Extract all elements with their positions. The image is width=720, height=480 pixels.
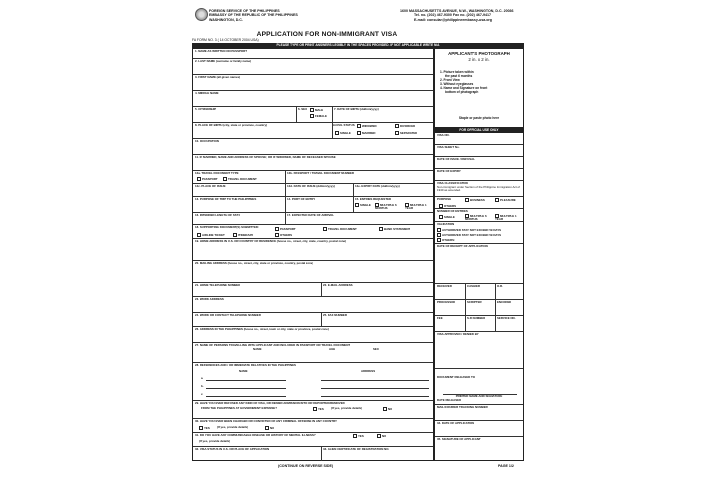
official-or-label: O.R. — [497, 285, 503, 288]
field-34[interactable] — [435, 421, 523, 437]
reference-a-label: a. — [201, 377, 204, 380]
married-label: MARRIED — [362, 131, 376, 135]
header-left-line-3: WASHINGTON, D.C. — [209, 17, 243, 22]
reference-c-address-line[interactable] — [321, 396, 429, 397]
field-24-label: 24. WORK OR CONTACT TELEPHONE NUMBER — [195, 314, 261, 317]
row-13-15 — [193, 197, 433, 213]
doc-passport-checkbox[interactable] — [197, 177, 201, 181]
field-23[interactable] — [193, 297, 433, 313]
civil-married-option[interactable] — [357, 131, 376, 135]
field-32-label: 32. VISA STATUS IN U.S. OR PLACE OF APPLICATION — [195, 448, 270, 451]
female-checkbox[interactable] — [310, 114, 314, 118]
single-checkbox[interactable] — [335, 131, 339, 135]
official-visa-sheet — [435, 145, 523, 157]
official-entries-label: NUMBER OF ENTRIES — [437, 210, 468, 213]
doc-travel-checkbox[interactable] — [223, 177, 227, 181]
civil-divorced-option[interactable] — [395, 124, 415, 128]
support-airline-checkbox[interactable] — [197, 233, 201, 237]
support-travel-option[interactable] — [323, 227, 357, 231]
official-validation-label: VALIDATION — [437, 223, 455, 226]
field-1[interactable] — [193, 49, 433, 59]
instructions-banner: PLEASE TYPE OR PRINT ANSWERS LEGIBLY IN THE SPACES PROVIDED. IF NOT APPLICABLE WRITE N/A — [192, 43, 524, 48]
main-form-column — [192, 48, 434, 461]
side-column — [434, 48, 524, 461]
q30-yes-checkbox[interactable] — [199, 426, 203, 430]
q30-yes-option[interactable] — [199, 426, 210, 430]
official-scripter-label: SCRIPTER — [467, 301, 482, 304]
header-right-line-1: 1600 MASSACHUSETTS AVENUE, N.W., WASHINGTON, D.C. 20036 — [400, 9, 514, 13]
field-28-label: 28. REFERENCES AND / OR IMMEDIATE RELATIVES IN THE PHILIPPINES — [195, 364, 296, 367]
field-16-label: 16. INTENDED LENGTH OF STAY — [195, 214, 241, 217]
field-11-label: 11. IF MARRIED, NAME AND ADDRESS OF SPOUSE; OR IF WIDOWED, NAME OF DECEASED SPOUSE — [195, 156, 336, 159]
row-24-25 — [193, 313, 433, 327]
header-right — [400, 9, 514, 22]
field-10[interactable] — [193, 139, 433, 155]
official-service-no-label: SERVICE NO. — [497, 317, 516, 320]
official-classification — [435, 181, 523, 197]
photo-instruction-3: 3. Without eyeglasses — [440, 81, 474, 86]
q29-no-label: NO — [388, 407, 393, 411]
official-pleasure-checkbox — [495, 198, 499, 202]
field-29-label: 29. HAVE YOU EVER REFUSED ANY KIND OF VISA, OR DENIED ADMISSION INTO OR DEPORTED/REMOVED — [195, 402, 345, 405]
photo-staple-note: Staple or paste photo here — [458, 116, 500, 120]
official-approved-label: VISA APPROVED / DENIED BY — [437, 333, 479, 336]
widowed-checkbox[interactable] — [357, 124, 361, 128]
official-processor-label: PROCESSOR — [437, 301, 456, 304]
support-bank-label: BANK STATEMENT — [384, 227, 411, 231]
field-7-label: 7. DATE OF BIRTH (dd/mm/yyyy) — [334, 108, 379, 111]
q31-yes-checkbox[interactable] — [353, 434, 357, 438]
field-26-label: 26. ADDRESS IN THE PHILIPPINES (house no., street, town or city, state or province, postal zone) — [195, 328, 329, 331]
divorced-checkbox[interactable] — [395, 124, 399, 128]
form-number: FA FORM NO. 3 ( 14 OCTOBER 2004 USA) — [192, 38, 259, 42]
support-others-option[interactable] — [275, 233, 292, 237]
official-use-header: FOR OFFICIAL USE ONLY — [435, 127, 523, 133]
field-35[interactable] — [435, 437, 523, 461]
field-27-sex-col: SEX — [373, 348, 379, 351]
field-26[interactable] — [193, 327, 433, 343]
official-business-option — [465, 198, 485, 202]
official-auth1-option — [437, 228, 501, 232]
single-label: SINGLE — [340, 131, 351, 135]
official-others-label: OTHERS — [444, 204, 457, 208]
continue-note: (CONTINUE ON REVERSE SIDE) — [278, 464, 334, 468]
field-19[interactable] — [193, 239, 433, 261]
q29-yes-label: YES — [318, 407, 324, 411]
official-entries — [435, 209, 523, 222]
photo-title: APPLICANT'S PHOTOGRAPH — [448, 51, 510, 56]
row-32-33 — [193, 447, 433, 461]
field-28 — [193, 363, 433, 401]
row-12a-12b — [193, 171, 433, 184]
field-14-label: 14. PORT OF ENTRY — [287, 198, 316, 201]
q29-no-checkbox[interactable] — [383, 407, 387, 411]
field-1-label: 1. NAME AS WRITTEN ON PASSPORT — [195, 50, 248, 53]
field-4[interactable] — [193, 91, 433, 107]
field-2-label: 2. LAST NAME (surname or family name) — [195, 60, 252, 63]
q29-yes-option[interactable] — [313, 407, 324, 411]
field-31-label: 31. DO YOU HAVE ANY COMMUNICABLE DISEASE OR HISTORY OF MENTAL ILLNESS? — [195, 434, 316, 437]
entries-m1-label: MULTIPLE 1 YEAR — [405, 203, 427, 211]
q31-no-label: NO — [382, 434, 387, 438]
reference-b-name-line[interactable] — [206, 388, 286, 389]
q30-detail-label: (If yes, provide details) — [217, 426, 249, 429]
official-date-issue-label: DATE OF ISSUE / REFUSAL — [437, 158, 476, 161]
official-validation — [435, 222, 523, 244]
official-released — [435, 369, 523, 405]
field-25-label: 25. FAX NUMBER — [323, 314, 347, 317]
official-visa-sheet-label: VISA SHEET No. — [437, 146, 460, 149]
official-business-checkbox — [465, 198, 469, 202]
q31-no-option[interactable] — [377, 434, 386, 438]
entries-m6-option[interactable] — [375, 203, 403, 211]
support-travel-checkbox[interactable] — [323, 227, 327, 231]
official-others-option — [439, 204, 456, 208]
header-left-line-2: EMBASSY OF THE REPUBLIC OF THE PHILIPPINES — [209, 13, 298, 18]
doc-passport-label: PASSPORT — [202, 177, 218, 181]
field-15-label: 15. ENTRIES REQUESTED — [355, 198, 392, 201]
entries-m1-option[interactable] — [405, 203, 433, 211]
entries-m6-label: MULTIPLE 6 MONTHS — [375, 203, 397, 211]
official-date-receipt-label: DATE OF RECEIPT OF APPLICATION — [437, 245, 488, 248]
field-21-label: 21. HOME TELEPHONE NUMBER — [195, 284, 241, 287]
official-pleasure-label: PLEASURE — [500, 198, 516, 202]
separated-checkbox[interactable] — [395, 131, 399, 135]
official-auth2-option — [437, 233, 501, 237]
sex-male-option[interactable] — [310, 108, 323, 112]
official-encoder-label: ENCODER — [497, 301, 512, 304]
official-m1-label: MULTIPLE 1 YEAR — [495, 214, 517, 222]
official-auth-others-label: OTHERS: — [442, 238, 456, 242]
header-left — [209, 9, 298, 22]
official-auth1-label: AUTHORIZED STAY NOT EXCEED 59 DAYS — [442, 228, 502, 232]
field-34-label: 34. DATE OF APPLICATION — [437, 422, 475, 425]
field-27-name-col: NAME — [253, 348, 262, 351]
official-single-option — [439, 215, 455, 219]
support-airline-option[interactable] — [197, 233, 225, 237]
official-single-label: SINGLE — [444, 215, 455, 219]
field-30-label: 30. HAVE YOU EVER BEEN CHARGED OR CONVICTED OF ANY CRIMINAL OFFENSE IN ANY COUNTRY — [195, 420, 337, 423]
male-label: MALE — [315, 108, 324, 112]
official-purpose — [435, 197, 523, 209]
q29-no-option[interactable] — [383, 407, 392, 411]
philippine-seal-icon — [195, 8, 208, 21]
official-purpose-label: PURPOSE — [437, 198, 452, 201]
row-8-9 — [193, 123, 433, 139]
official-m6-option — [465, 214, 493, 222]
visa-application-form — [192, 6, 524, 474]
male-checkbox[interactable] — [310, 108, 314, 112]
field-28-address-col: ADDRESS — [361, 370, 376, 373]
official-others-checkbox — [439, 204, 443, 208]
field-19-label: 19. HOME ADDRESS IN U.S. OR COUNTRY OF RESIDENCE (house no., street, city, state, country, postal zone) — [195, 240, 347, 243]
support-travel-label: TRAVEL DOCUMENT — [328, 227, 357, 231]
divorced-label: DIVORCED — [400, 124, 416, 128]
doc-travel-option[interactable] — [223, 177, 257, 181]
official-m6-label: MULTIPLE 6 MONTHS — [465, 214, 487, 222]
field-8-label: 8. PLACE OF BIRTH (city, state or province, country) — [195, 124, 268, 127]
civil-separated-option[interactable] — [395, 131, 417, 135]
field-27[interactable] — [193, 343, 433, 363]
field-12d-label: 12d. DATE OF ISSUE (dd/mm/yyyy) — [287, 185, 335, 188]
official-courier — [435, 405, 523, 421]
official-receiver-label: RECEIVER — [437, 285, 452, 288]
support-others-label: OTHERS — [280, 233, 293, 237]
field-11[interactable] — [193, 155, 433, 171]
official-fee-label: FEE — [437, 317, 443, 320]
photo-size: 2 in. x 2 in. — [468, 57, 490, 62]
separated-label: SEPARATED — [400, 131, 418, 135]
official-approved — [435, 332, 523, 369]
support-passport-option[interactable] — [275, 227, 296, 231]
support-passport-label: PASSPORT — [280, 227, 296, 231]
photo-instruction-2: 2. Front View — [440, 77, 460, 82]
support-itinerary-checkbox[interactable] — [233, 233, 237, 237]
official-classification-label: VISA CLASSIFICATION — [437, 182, 469, 185]
field-5-label: 5. CITIZENSHIP — [195, 108, 217, 111]
support-bank-checkbox[interactable] — [379, 227, 383, 231]
field-12b-label: 12b. PASSPORT / TRAVEL DOCUMENT NUMBER — [287, 172, 354, 175]
official-business-label: BUSINESS — [470, 198, 485, 202]
official-date-released-label: DATE RELEASED — [437, 399, 462, 402]
field-3[interactable] — [193, 75, 433, 91]
sex-female-option[interactable] — [310, 114, 327, 118]
official-printed-name-label: PRINTED NAME AND SIGNATURE — [455, 395, 503, 398]
field-3-label: 3. FIRST NAME (all given names) — [195, 76, 241, 79]
official-auth1-checkbox — [437, 228, 441, 232]
entries-single-option[interactable] — [355, 203, 371, 207]
official-date-receipt — [435, 244, 523, 284]
official-m1-option — [495, 214, 523, 222]
q29-yes-checkbox[interactable] — [313, 407, 317, 411]
reference-a-name-line[interactable] — [206, 380, 286, 381]
field-28-name-col: NAME — [239, 370, 248, 373]
field-4-label: 4. MIDDLE NAME — [195, 92, 219, 95]
row-5-7 — [193, 107, 433, 123]
row-12c-12e — [193, 184, 433, 197]
field-20[interactable] — [193, 261, 433, 283]
civil-single-option[interactable] — [335, 131, 351, 135]
official-date-issue — [435, 157, 523, 169]
field-27-age-col: AGE — [329, 348, 336, 351]
q30-yes-label: YES — [204, 426, 210, 430]
q29-detail-label: (If yes, provide details) — [331, 407, 363, 410]
support-itinerary-label: ITINERARY — [238, 233, 254, 237]
field-12c-label: 12c. PLACE OF ISSUE — [195, 185, 226, 188]
official-single-checkbox — [439, 215, 443, 219]
row-16-17 — [193, 213, 433, 225]
civil-widowed-option[interactable] — [357, 124, 377, 128]
widowed-label: WIDOWED — [362, 124, 377, 128]
reference-c-name-line[interactable] — [206, 396, 286, 397]
field-29 — [193, 401, 433, 419]
header-left-line-1: FOREIGN SERVICE OF THE PHILIPPINES — [209, 9, 280, 13]
support-bank-option[interactable] — [379, 227, 410, 231]
reference-c-label: c. — [201, 393, 204, 396]
official-released-label: DOCUMENT RELEASED TO — [437, 376, 476, 379]
field-13-label: 13. PURPOSE OF TRIP TO THE PHILIPPINES — [195, 198, 257, 201]
official-cashier-label: CASHIER — [467, 285, 481, 288]
support-airline-label: AIRLINE TICKET — [202, 233, 225, 237]
q31-yes-option[interactable] — [353, 434, 364, 438]
support-itinerary-option[interactable] — [233, 233, 253, 237]
reference-b-address-line[interactable] — [321, 388, 429, 389]
married-checkbox[interactable] — [357, 131, 361, 135]
field-6-label: 6. SEX — [298, 108, 307, 111]
q30-no-checkbox[interactable] — [265, 426, 269, 430]
field-18 — [193, 225, 433, 239]
field-18-label: 18. SUPPORTING DOCUMENT(S) SUBMITTED: — [195, 226, 259, 229]
official-courier-label: MAIL/COURIER TRACKING NUMBER — [437, 406, 488, 409]
official-receiver-row — [435, 284, 523, 300]
official-pleasure-option — [495, 198, 516, 202]
reference-b-label: b. — [201, 385, 204, 388]
photo-instruction-1b: the past 6 months — [445, 73, 473, 78]
official-fee-row — [435, 316, 523, 332]
official-date-expiry-label: DATE OF EXPIRY — [437, 170, 461, 173]
official-visa-no — [435, 133, 523, 145]
entries-single-checkbox[interactable] — [355, 203, 359, 207]
field-23-label: 23. WORK ADDRESS — [195, 298, 224, 301]
field-2[interactable] — [193, 59, 433, 75]
field-22-label: 22. E-MAIL ADDRESS — [323, 284, 353, 287]
support-passport-checkbox[interactable] — [275, 227, 279, 231]
form-title: APPLICATION FOR NON-IMMIGRANT VISA — [256, 31, 398, 38]
official-auth-others-checkbox — [437, 238, 441, 242]
field-10-label: 10. OCCUPATION — [195, 140, 219, 143]
field-33-label: 33. ALIEN CERTIFICATE OF REGISTRATION NO. — [323, 448, 390, 451]
female-label: FEMALE — [315, 114, 327, 118]
official-auth-others-option — [437, 238, 455, 242]
official-auth2-checkbox — [437, 233, 441, 237]
q31-no-checkbox[interactable] — [377, 434, 381, 438]
support-others-checkbox[interactable] — [275, 233, 279, 237]
doc-passport-option[interactable] — [197, 177, 218, 181]
photo-box[interactable] — [435, 49, 523, 128]
field-17-label: 17. EXPECTED DATE OF ARRIVAL — [287, 214, 335, 217]
header-right-line-2: Tel. no. (202) 467-9300 Fax no. (202) 467-9417 — [414, 13, 492, 18]
field-12e-label: 12e. EXPIRY DATE (dd/mm/yyyy) — [355, 185, 400, 188]
field-20-label: 20. MAILING ADDRESS (house no., street, city, state or province, country, postal zone) — [195, 262, 314, 265]
official-visa-no-label: VISA NO. — [437, 134, 450, 137]
q30-no-option[interactable] — [265, 426, 274, 430]
official-classification-detail: Non-immigrant under Section of the Philippine Immigration Act of 1940 as amended. — [437, 186, 520, 193]
official-processor-row — [435, 300, 523, 316]
field-31 — [193, 433, 433, 447]
q30-no-label: NO — [270, 426, 275, 430]
header-right-line-3: E-mail: consular@philippineembassy-usa.org — [414, 17, 492, 22]
photo-instructions — [440, 71, 487, 94]
photo-instruction-4: 4. Name and Signature on front — [440, 85, 488, 90]
doc-travel-label: TRAVEL DOCUMENT — [228, 177, 257, 181]
photo-instruction-1: 1. Picture taken within — [440, 70, 474, 74]
entries-single-label: SINGLE — [360, 203, 371, 207]
field-27-label: 27. NAME OF PERSONS TRAVELLING WITH APPLICANT AND INCLUDED IN PASSPORT OR TRAVEL DOCUMENT — [195, 344, 351, 347]
official-auth2-label: AUTHORIZED STAY NOT EXCEED 59 DAYS — [442, 233, 502, 237]
field-12a-label: 12a. TRAVEL DOCUMENT TYPE — [195, 172, 239, 175]
q31-detail-label: (If yes, provide details) — [199, 440, 231, 443]
field-35-label: 35. SIGNATURE OF APPLICANT — [437, 438, 481, 441]
field-30 — [193, 419, 433, 433]
row-21-22 — [193, 283, 433, 297]
photo-instruction-4b: bottom of photograph — [445, 89, 479, 94]
field-29-label-cont: FROM THE PHILIPPINES AT GOVERNMENT EXPENSE? — [201, 407, 277, 410]
official-date-expiry — [435, 169, 523, 181]
q31-yes-label: YES — [358, 434, 364, 438]
reference-a-address-line[interactable] — [321, 380, 429, 381]
field-9-label: 9.CIVIL STATUS — [333, 124, 355, 127]
official-sr-number-label: S.R NUMBER — [467, 317, 486, 320]
page-number: PAGE 1/2 — [498, 464, 514, 468]
